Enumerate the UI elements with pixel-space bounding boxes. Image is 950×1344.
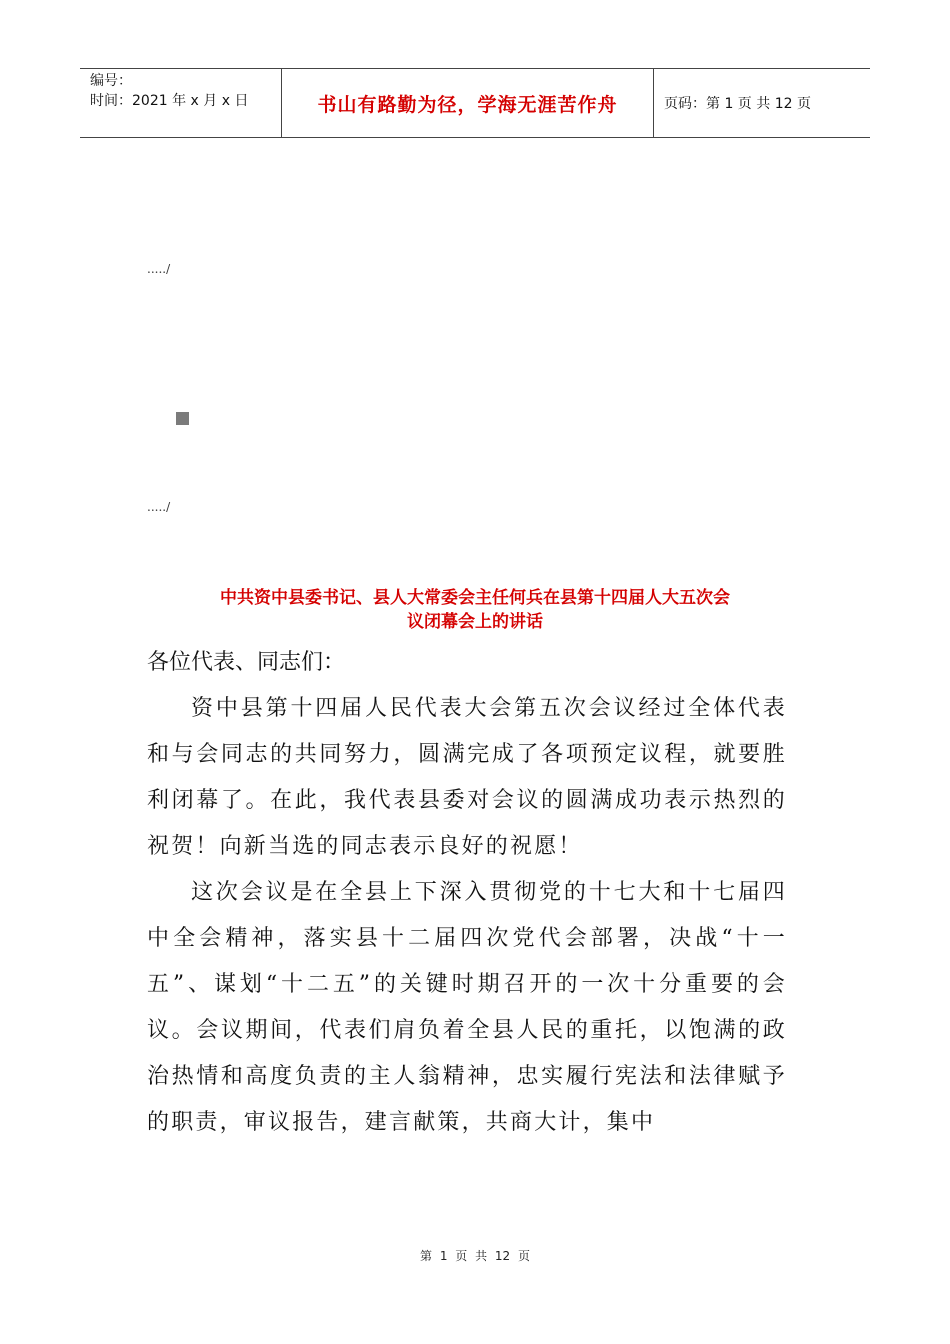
document-title-line-1: 中共资中县委书记、县人大常委会主任何兵在县第十四届人大五次会 [220, 588, 730, 608]
document-body [147, 640, 787, 1146]
gray-square-icon [176, 412, 189, 425]
header-date-label: 时间：2021 年 x 月 x 日 [90, 93, 249, 109]
document-title-line-2: 议闭幕会上的讲话 [407, 612, 543, 632]
dots-marker-bottom: ...../ [147, 500, 171, 514]
header-meta-cell [80, 69, 282, 137]
paragraph-1: 资中县第十四届人民代表大会第五次会议经过全体代表和与会同志的共同努力，圆满完成了各项预定议程，就要胜利闭幕了。在此，我代表县委对会议的圆满成功表示热烈的祝贺！向新当选的同志表示良好的祝愿！ [147, 696, 787, 859]
page-footer: 第 1 页 共 12 页 [420, 1249, 530, 1263]
paragraph-2: 这次会议是在全县上下深入贯彻党的十七大和十七届四中全会精神，落实县十二届四次党代会部署，决战“十一五”、谋划“十二五”的关键时期召开的一次十分重要的会议。会议期间，代表们肩负着全县人民的重托，以饱满的政治热情和高度负责的主人翁精神，忠实履行宪法和法律赋予的职责，审议报告，建言献策，共商大计，集中 [147, 880, 787, 1135]
header-motto: 书山有路勤为径，学海无涯苦作舟 [282, 69, 654, 137]
document-header-table [80, 68, 870, 138]
header-number-label: 编号： [90, 73, 132, 89]
document-title [140, 586, 810, 634]
dots-marker-top: ...../ [147, 262, 171, 276]
salutation: 各位代表、同志们： [147, 650, 346, 675]
header-page-label: 页码：第 1 页 共 12 页 [664, 96, 811, 112]
